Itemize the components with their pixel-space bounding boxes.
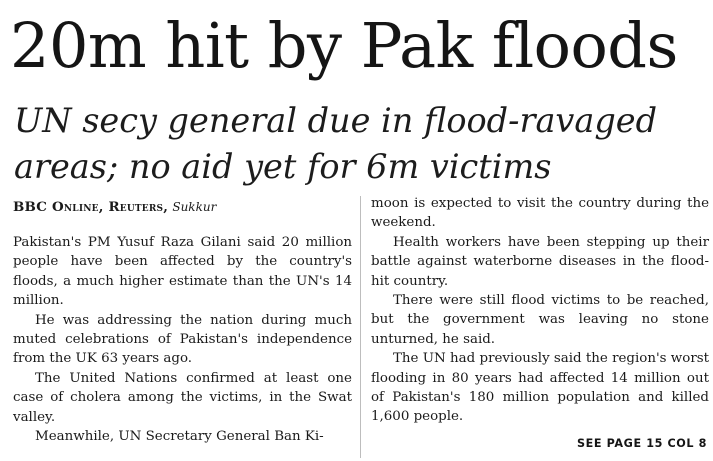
paragraph: The United Nations confirmed at least one case of cholera among the victims, in the Swat valley. xyxy=(13,370,352,425)
jump-line: SEE PAGE 15 COL 8 xyxy=(577,437,707,450)
byline xyxy=(13,198,352,217)
headline: 20m hit by Pak floods xyxy=(10,9,678,82)
paragraph: He was addressing the nation during much muted celebrations of Pakistan's independence from the UK 63 years ago. xyxy=(13,312,352,367)
byline-dateline: Sukkur xyxy=(172,200,217,214)
article-column-right xyxy=(371,194,709,427)
paragraph: Health workers have been stepping up their battle against waterborne diseases in the flood-hit country. xyxy=(371,234,709,289)
article-column-left xyxy=(13,198,352,446)
paragraph: The UN had previously said the region's worst flooding in 80 years had affected 14 million out of Pakistan's 180 million population and killed 1,600 people. xyxy=(371,351,709,425)
paragraph: There were still flood victims to be reached, but the government was leaving no stone unturned, he said. xyxy=(371,293,709,347)
paragraph: moon is expected to visit the country during the weekend. xyxy=(371,196,709,231)
paragraph: Pakistan's PM Yusuf Raza Gilani said 20 million people have been affected by the country's floods, a much higher estimate than the UN's 14 million. xyxy=(13,235,352,309)
byline-agencies: BBC Online, Reuters, xyxy=(13,199,169,215)
column-divider xyxy=(360,196,361,458)
deck-subheadline: UN secy general due in flood-ravaged areas; no aid yet for 6m victims xyxy=(14,101,658,186)
paragraph: Meanwhile, UN Secretary General Ban Ki- xyxy=(35,429,324,445)
